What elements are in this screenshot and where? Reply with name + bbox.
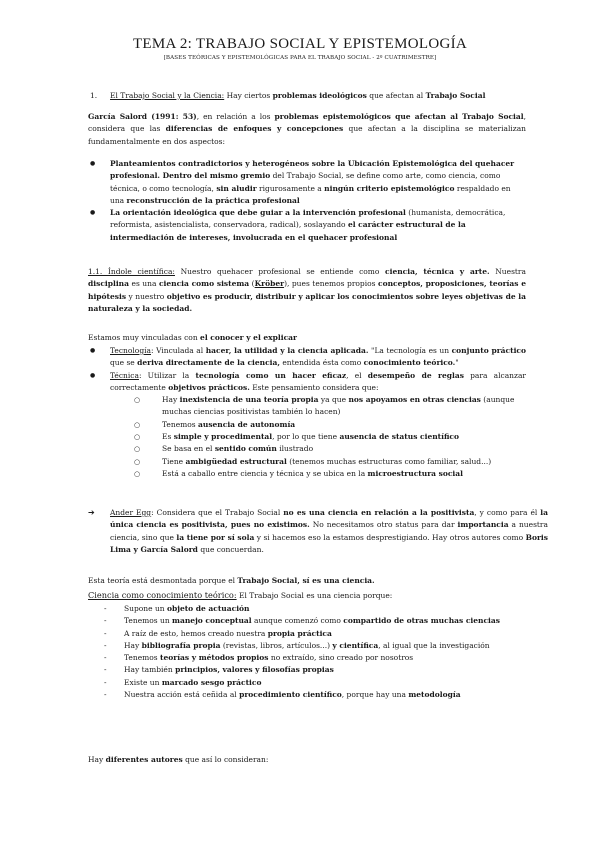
ander-egg-paragraph xyxy=(88,507,548,556)
bold-text: microestructura social xyxy=(367,468,463,478)
section-1-heading xyxy=(90,90,530,102)
paragraph-desmontada xyxy=(88,575,526,587)
bold-text: procedimiento científico xyxy=(239,690,342,700)
bold-text: problemas epistemológicos que afectan al Trabajo Social xyxy=(274,112,524,121)
list-item-tecnica xyxy=(88,370,526,481)
text: , el xyxy=(346,370,368,380)
bold-text: conocimiento teórico. xyxy=(363,358,456,368)
text: " xyxy=(455,358,459,368)
text: que así lo consideran: xyxy=(182,755,269,764)
bold-text: inexistencia de una teoría propia xyxy=(179,395,319,405)
text: respaldado en una xyxy=(110,183,511,205)
reasons-list xyxy=(88,603,526,701)
text: entendida ésta como xyxy=(279,358,364,368)
text: Supone un xyxy=(124,604,167,613)
bold-text: teorías y métodos propios xyxy=(160,653,269,663)
term: Técnica xyxy=(110,370,139,380)
bold-text: la tiene por sí sola xyxy=(176,532,255,542)
text: No necesitamos otro status para dar xyxy=(309,520,458,530)
bold-text: reconstrucción de la práctica profesional xyxy=(126,195,300,205)
text: Nuestro quehacer profesional se entiende como xyxy=(174,267,386,276)
section-number: 1. xyxy=(90,91,98,100)
bold-text: metodología xyxy=(408,690,461,700)
text: Hay xyxy=(124,640,142,650)
text: y nuestro xyxy=(126,291,167,301)
text: (tenemos muchas estructuras como familiar, salud...) xyxy=(286,456,492,466)
bold-text: ciencia, técnica y arte. xyxy=(385,267,490,276)
bold-text: Boris Lima y García Salord xyxy=(110,532,548,554)
list-item-tecnologia xyxy=(88,345,526,370)
text: A raíz de esto, hemos creado nuestra xyxy=(124,628,268,638)
list-item xyxy=(88,640,526,652)
text: que se xyxy=(110,358,138,368)
text: rigurosamente a xyxy=(256,183,325,193)
sublist-item xyxy=(132,468,526,480)
subsection-title: Ciencia como conocimiento teórico: xyxy=(88,590,237,600)
sublist-item xyxy=(132,456,526,468)
paragraph-garcia-salord xyxy=(88,111,526,148)
document-subtitle: [BASES TEÓRICAS Y EPISTEMOLÓGICAS PARA EL TRABAJO SOCIAL - 2º CUATRIMESTRE] xyxy=(163,55,437,61)
bold-text: marcado sesgo práctico xyxy=(161,677,262,687)
bold-text: bibliografía propia xyxy=(141,640,221,650)
bold-text: la única ciencia es positivista, pues no existimos. xyxy=(110,508,548,530)
list-item xyxy=(88,207,526,244)
text: El Trabajo Social es una ciencia porque: xyxy=(236,591,393,600)
text: , en relación a los xyxy=(196,112,275,121)
bold-text: problemas ideológicos xyxy=(272,91,367,100)
author-reference: Ander Egg xyxy=(110,508,152,517)
text: Hay xyxy=(88,755,106,764)
list-item xyxy=(88,628,526,640)
subsection-title: 1.1. Índole científica: xyxy=(88,267,175,276)
bold-text: ausencia de autonomía xyxy=(198,419,296,429)
bold-text: no es una ciencia en relación a la positivista xyxy=(283,508,475,517)
text: : Utilizar la xyxy=(138,370,196,380)
paragraph-vinculadas xyxy=(88,332,526,344)
text: Estamos muy vinculadas con xyxy=(88,333,201,342)
bold-text: Trabajo Social xyxy=(425,91,486,100)
bold-text: deriva directamente de la ciencia, xyxy=(137,358,280,368)
bold-text: disciplina xyxy=(88,279,129,289)
text: del Trabajo Social, se define como arte, como ciencia, como técnica, o como tecnología, xyxy=(110,171,501,193)
bold-text: el conocer y el explicar xyxy=(200,333,297,342)
bold-text: el carácter estructural de la intermediación de intereses, involucrada en el quehacer profesional xyxy=(110,220,466,242)
text: Tenemos xyxy=(124,653,160,663)
text: Es xyxy=(162,432,174,442)
bold-text: Planteamientos contradictorios y heterogéneos sobre la Ubicación Epistemológica del quehacer profesional. Dentro del mismo gremio xyxy=(110,159,515,181)
text: Tenemos un xyxy=(124,616,173,626)
bold-text: objetivo es producir, distribuir y aplicar los conocimientos sobre leyes objetivas de la naturaleza y la sociedad. xyxy=(88,291,527,313)
text: (revistas, libros, artículos...) xyxy=(220,640,333,650)
text: ( xyxy=(249,279,255,289)
bold-text: importancia xyxy=(457,520,509,530)
bold-text: ausencia de status científico xyxy=(339,432,459,442)
bold-text: sentido común xyxy=(214,444,277,454)
text: ya que xyxy=(318,395,349,405)
sublist-item xyxy=(132,394,526,419)
bold-text: ambigüedad estructural xyxy=(185,456,287,466)
text: , porque hay una xyxy=(341,690,409,700)
text: (aunque muchas ciencias positivistas también lo hacen) xyxy=(162,395,515,417)
text: "La tecnología es un xyxy=(368,346,452,355)
bold-text: conceptos, proposiciones, teorías e hipótesis xyxy=(88,279,526,301)
bold-text: tecnología como un hacer eficaz xyxy=(195,370,347,380)
bold-text: ciencia como sistema xyxy=(158,279,250,289)
list-item xyxy=(88,615,526,627)
sublist-item xyxy=(132,443,526,455)
sublist-item xyxy=(132,419,526,431)
text: Se basa en el xyxy=(162,444,215,454)
text: Hay también xyxy=(124,665,176,675)
text: Tiene xyxy=(162,456,186,466)
text: ilustrado xyxy=(276,444,314,454)
section-1-1-paragraph xyxy=(88,266,526,315)
document-title: TEMA 2: TRABAJO SOCIAL Y EPISTEMOLOGÍA xyxy=(132,36,468,52)
text: Nuestra acción está ceñida al xyxy=(124,690,240,700)
arrow-icon: ➔ xyxy=(88,508,95,517)
list-item xyxy=(88,664,526,676)
bold-text: principios, valores y filosofías propias xyxy=(175,665,334,675)
bold-text: conjunto práctico xyxy=(451,346,526,355)
list-item xyxy=(88,689,526,701)
bold-text: diferencias de enfoques y concepciones xyxy=(165,124,344,134)
aspects-list xyxy=(88,158,526,244)
text: , por lo que tiene xyxy=(272,432,340,442)
bold-text: hacer, la utilidad y la ciencia aplicada. xyxy=(205,346,369,355)
term: Tecnología xyxy=(110,346,151,355)
bold-text: compartido de otras muchas ciencias xyxy=(343,616,500,626)
text: Esta teoría está desmontada porque el xyxy=(88,576,238,585)
bold-text: diferentes autores xyxy=(105,755,183,764)
bold-text: y científica xyxy=(332,640,379,650)
text: ), pues tenemos propios xyxy=(284,279,378,289)
bold-text: García Salord (1991: 53) xyxy=(88,112,197,121)
bold-text: sin aludir xyxy=(216,183,257,193)
bold-text: desempeño de reglas xyxy=(367,370,464,380)
list-item xyxy=(88,652,526,664)
bold-text: nos apoyamos en otras ciencias xyxy=(348,395,481,405)
list-item xyxy=(88,677,526,689)
technology-list xyxy=(88,345,526,480)
text: , y como para él xyxy=(474,508,541,517)
text: Nuestra xyxy=(489,267,526,276)
text: no extraído, sino creado por nosotros xyxy=(268,653,414,663)
bold-text: ningún criterio epistemológico xyxy=(324,183,455,193)
paragraph-autores xyxy=(88,754,526,766)
ciencia-conocimiento-heading xyxy=(88,589,526,602)
text: Hay ciertos xyxy=(224,91,273,100)
text: y si hacemos eso la estamos desprestigiando. Hay otros autores como xyxy=(254,532,526,542)
section-title: El Trabajo Social y la Ciencia: xyxy=(110,91,225,100)
bold-text: La orientación ideológica que debe guiar a la intervención profesional xyxy=(110,208,406,218)
bold-text: objeto de actuación xyxy=(166,604,250,613)
text: Existe un xyxy=(124,677,162,687)
text: : Vinculada al xyxy=(151,346,206,355)
bold-text: objetivos prácticos. xyxy=(168,382,250,392)
author-reference: Kröber xyxy=(254,279,285,289)
text: , considera que las xyxy=(88,112,527,134)
tecnica-sublist xyxy=(132,394,526,480)
text: que concuerdan. xyxy=(197,544,264,554)
bold-text: Trabajo Social, sí es una ciencia. xyxy=(237,576,375,585)
text: es una xyxy=(129,279,159,289)
bold-text: propia práctica xyxy=(267,628,332,638)
text: (humanista, democrática, reformista, asistencialista, conservadora, radical), soslayando xyxy=(110,208,506,230)
bold-text: simple y procedimental xyxy=(173,432,273,442)
text: a nuestra ciencia, sino que xyxy=(110,520,548,542)
text: que afectan al xyxy=(366,91,426,100)
text: Está a caballo entre ciencia y técnica y se ubica en la xyxy=(162,468,368,478)
list-item xyxy=(88,603,526,615)
list-item xyxy=(88,158,526,207)
text: , al igual que la investigación xyxy=(378,640,490,650)
text: Tenemos xyxy=(162,419,198,429)
bold-text: manejo conceptual xyxy=(172,616,252,626)
text: aunque comenzó como xyxy=(251,616,344,626)
text: Este pensamiento considera que: xyxy=(249,382,379,392)
text: para alcanzar correctamente xyxy=(110,370,527,392)
sublist-item xyxy=(132,431,526,443)
text: Hay xyxy=(162,395,180,405)
text: que afectan a la disciplina se materializan fundamentalmente en dos aspectos: xyxy=(88,124,526,146)
text: : Considera que el Trabajo Social xyxy=(151,508,284,517)
